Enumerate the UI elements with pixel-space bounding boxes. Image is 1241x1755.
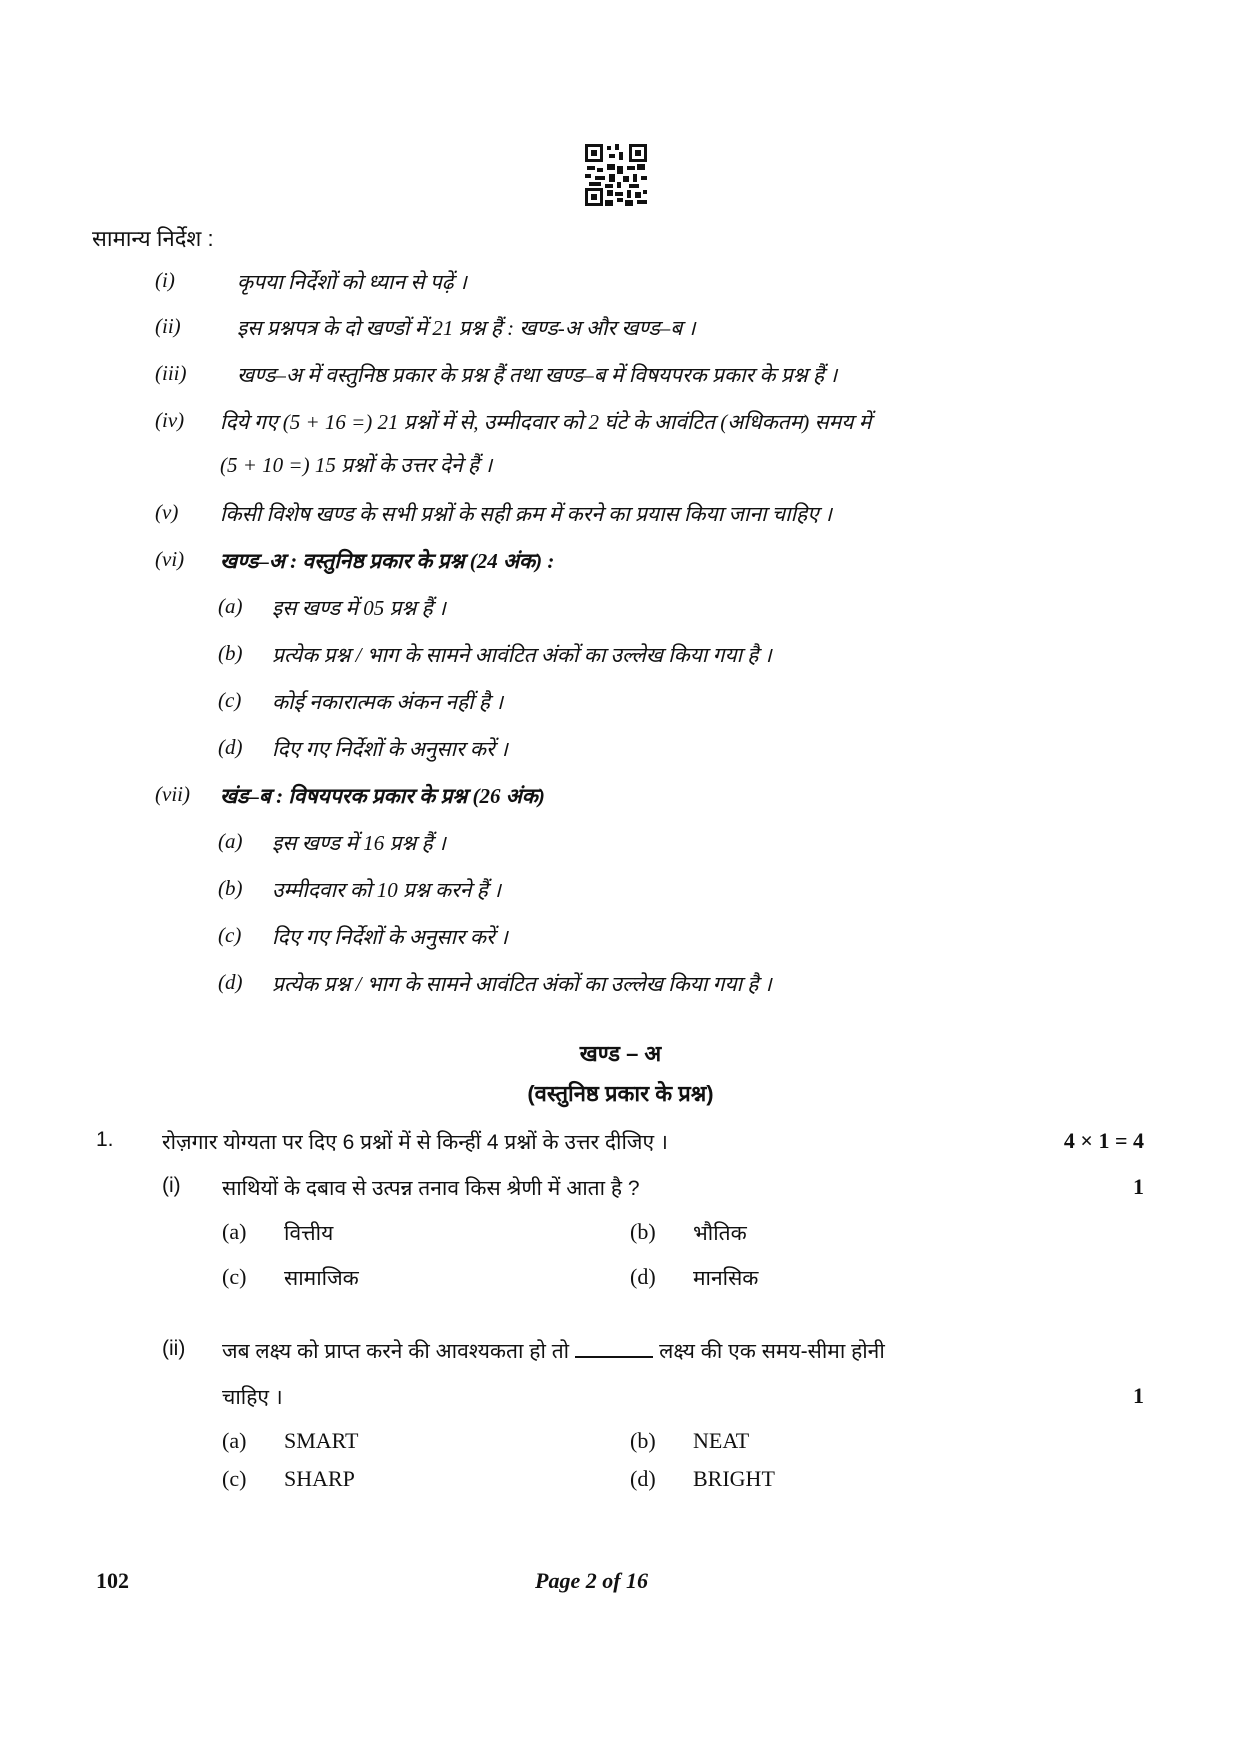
instruction-num: (vii) [155, 782, 190, 806]
page-number: Page 2 of 16 [535, 1568, 649, 1593]
instruction-num: (v) [155, 500, 179, 524]
part-marks: 1 [1133, 1174, 1144, 1199]
fill-in-blank [575, 1356, 653, 1358]
instruction-text: इस प्रश्नपत्र के दो खण्डों में 21 प्रश्न हैं : खण्ड-अ और खण्ड–ब । [237, 316, 696, 340]
sub-instruction-num: (b) [218, 641, 243, 665]
part-text-continued: चाहिए । [222, 1386, 283, 1409]
section-b-instruction: खंड–ब : विषयपरक प्रकार के प्रश्न (26 अंक) [220, 784, 545, 808]
instruction-num: (ii) [155, 314, 181, 338]
question-number: 1. [96, 1128, 114, 1151]
instruction-text: कृपया निर्देशों को ध्यान से पढ़ें । [237, 270, 467, 294]
option-text[interactable]: भौतिक [693, 1222, 747, 1245]
instruction-num: (iv) [155, 408, 185, 432]
section-title: खण्ड – अ [579, 1041, 662, 1066]
sub-instruction-num: (c) [218, 923, 242, 947]
question-marks: 4 × 1 = 4 [1063, 1128, 1144, 1153]
instruction-text: दिये गए (5 + 16 =) 21 प्रश्नों में से, उम्मीदवार को 2 घंटे के आवंटित (अधिकतम) समय में [220, 410, 872, 434]
option-label: (a) [222, 1219, 247, 1244]
option-text[interactable]: मानसिक [693, 1267, 759, 1290]
option-text[interactable]: BRIGHT [693, 1466, 775, 1491]
sub-instruction-num: (d) [218, 735, 243, 759]
sub-instruction-text: कोई नकारात्मक अंकन नहीं है । [272, 690, 504, 714]
sub-instruction-num: (a) [218, 829, 243, 853]
instructions-heading: सामान्य निर्देश : [92, 226, 214, 251]
option-label: (d) [630, 1264, 656, 1289]
instruction-text: किसी विशेष खण्ड के सभी प्रश्नों के सही क्रम में करने का प्रयास किया जाना चाहिए । [220, 502, 832, 526]
part-number: (i) [162, 1174, 181, 1197]
instruction-num: (vi) [155, 547, 185, 571]
part-text-before-blank: जब लक्ष्य को प्राप्त करने की आवश्यकता हो तो [222, 1340, 570, 1363]
sub-instruction-text: प्रत्येक प्रश्न / भाग के सामने आवंटित अंकों का उल्लेख किया गया है । [272, 643, 772, 667]
part-marks: 1 [1133, 1383, 1144, 1408]
option-text[interactable]: SHARP [284, 1466, 355, 1491]
sub-instruction-text: इस खण्ड में 16 प्रश्न हैं । [272, 831, 446, 855]
section-subtitle: (वस्तुनिष्ठ प्रकार के प्रश्न) [527, 1081, 714, 1106]
option-label: (b) [630, 1428, 656, 1453]
option-label: (b) [630, 1219, 656, 1244]
part-text-after-blank: लक्ष्य की एक समय-सीमा होनी [659, 1340, 885, 1363]
sub-instruction-num: (a) [218, 594, 243, 618]
option-label: (c) [222, 1466, 247, 1491]
option-label: (c) [222, 1264, 247, 1289]
sub-instruction-text: इस खण्ड में 05 प्रश्न हैं । [272, 596, 446, 620]
instruction-text-continued: (5 + 10 =) 15 प्रश्नों के उत्तर देने हैं । [220, 453, 493, 477]
option-text[interactable]: सामाजिक [284, 1267, 359, 1290]
option-label: (a) [222, 1428, 247, 1453]
sub-instruction-num: (b) [218, 876, 243, 900]
sub-instruction-text: प्रत्येक प्रश्न / भाग के सामने आवंटित अंकों का उल्लेख किया गया है । [272, 972, 772, 996]
part-number: (ii) [162, 1337, 186, 1360]
part-text: साथियों के दबाव से उत्पन्न तनाव किस श्रेणी में आता है ? [222, 1177, 640, 1200]
option-label: (d) [630, 1466, 656, 1491]
section-a-instruction: खण्ड–अ : वस्तुनिष्ठ प्रकार के प्रश्न (24 अंक) : [220, 549, 555, 573]
option-text[interactable]: SMART [284, 1428, 359, 1453]
option-text[interactable]: वित्तीय [284, 1222, 334, 1245]
part-text [222, 1337, 885, 1365]
sub-instruction-text: उम्मीदवार को 10 प्रश्न करने हैं । [272, 878, 501, 902]
sub-instruction-text: दिए गए निर्देशों के अनुसार करें । [272, 737, 508, 761]
option-text[interactable]: NEAT [693, 1428, 750, 1453]
sub-instruction-num: (c) [218, 688, 242, 712]
instruction-num: (i) [155, 268, 175, 292]
sub-instruction-text: दिए गए निर्देशों के अनुसार करें । [272, 925, 508, 949]
paper-code: 102 [96, 1568, 129, 1593]
instruction-num: (iii) [155, 361, 187, 385]
instruction-text: खण्ड–अ में वस्तुनिष्ठ प्रकार के प्रश्न हैं तथा खण्ड–ब में विषयपरक प्रकार के प्रश्न हैं । [237, 363, 838, 387]
sub-instruction-num: (d) [218, 970, 243, 994]
qr-code-icon [585, 144, 647, 206]
question-text: रोज़गार योग्यता पर दिए 6 प्रश्नों में से किन्हीं 4 प्रश्नों के उत्तर दीजिए । [162, 1131, 668, 1154]
